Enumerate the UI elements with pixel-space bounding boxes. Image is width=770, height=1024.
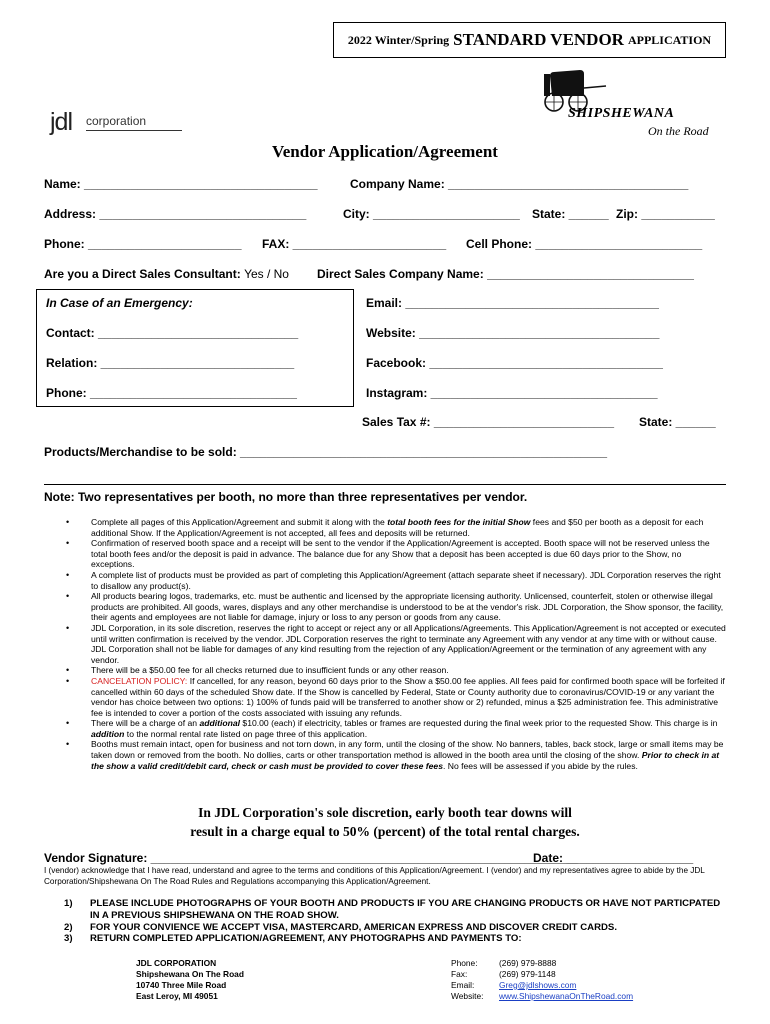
contact-info: Phone: (269) 979-8888 Fax: (269) 979-1148 Email: Greg@jdlshows.com Website: www.ShipshewanaOnTheRoad.com: [451, 958, 634, 1001]
representatives-note: Note: Two representatives per booth, no more than three representatives per vendor.: [44, 490, 528, 504]
emergency-contact-field[interactable]: Contact: ______________________________: [46, 326, 299, 340]
emergency-relation-field[interactable]: Relation: _____________________________: [46, 356, 295, 370]
terms-item: • A complete list of products must be provided as part of completing this Application/Agreement (attach separate sheet if necessary). JDL Corporation reserves the right to disallow any product(s).: [66, 570, 726, 591]
terms-item: • All products bearing logos, trademarks, etc. must be authentic and licensed by the appropriate licensing authority. Unlicensed, counterfeit, stolen or otherwise illegal products are prohibited. All goods, wares, displays and any other merchandise is understood to be at the vendor's risk. JDL Corporation, the Show sponsor, the facility, their agents and employees are not liable for damage, injury or loss to any person or goods from any cause.: [66, 591, 726, 623]
instruction-item: 3) RETURN COMPLETED APPLICATION/AGREEMENT, ANY PHOTOGRAPHS AND PAYMENTS TO:: [64, 933, 522, 945]
direct-sales-consultant-question: [44, 267, 289, 281]
products-field[interactable]: Products/Merchandise to be sold: _______________________________________________________: [44, 445, 608, 459]
document-title: [333, 22, 726, 58]
company-name-field[interactable]: Company Name: ____________________________________: [350, 177, 689, 191]
contact-email-link[interactable]: Greg@jdlshows.com: [499, 980, 577, 990]
consultant-options[interactable]: Yes / No: [244, 267, 289, 281]
jdl-mark: jdl: [50, 108, 73, 136]
instruction-item: 2) FOR YOUR CONVIENCE WE ACCEPT VISA, MASTERCARD, AMERICAN EXPRESS AND DISCOVER CREDIT CARDS.: [64, 921, 617, 933]
cell-phone-field[interactable]: Cell Phone: _________________________: [466, 237, 703, 251]
jdl-underline: [86, 130, 182, 131]
jdl-corporation-logo: [50, 108, 170, 138]
name-field[interactable]: Name: ___________________________________: [44, 177, 318, 191]
phone-field[interactable]: Phone: _______________________: [44, 237, 242, 251]
direct-sales-company-field[interactable]: Direct Sales Company Name: _______________________________: [317, 267, 694, 281]
contact-phone: (269) 979-8888: [499, 958, 557, 968]
on-the-road-tagline: On the Road: [648, 124, 709, 138]
instruction-item: 1) PLEASE INCLUDE PHOTOGRAPHS OF YOUR BOOTH AND PRODUCTS IF YOU ARE CHANGING PRODUCTS OR HAVE NOT PARTICPATED IN A PREVIOUS SHIPSHEWANA ON THE ROAD SHOW.: [64, 898, 721, 921]
title-suffix: APPLICATION: [627, 32, 712, 47]
instructions-list: [64, 898, 724, 945]
website-field[interactable]: Website: ____________________________________: [366, 326, 660, 340]
city-field[interactable]: City: ______________________: [343, 207, 520, 221]
title-prefix: 2022 Winter/Spring: [347, 32, 450, 47]
facebook-field[interactable]: Facebook: ___________________________________: [366, 356, 663, 370]
form-title: Vendor Application/Agreement: [272, 142, 498, 161]
products-continuation-line[interactable]: [44, 484, 726, 485]
vendor-signature-field[interactable]: Vendor Signature: ________________________________________________________________: [44, 851, 578, 865]
state-field[interactable]: State: ______: [532, 207, 609, 221]
terms-item: • Confirmation of reserved booth space and a receipt will be sent to the vendor if the Application/Agreement is accepted. Booth space will not be reserved unless the total booth fees and/or the deposit is paid in advance. The balance due for any Show that a deposit has been accepted is due 60 days prior to the Show, no exceptions.: [66, 538, 726, 570]
fax-field[interactable]: FAX: _______________________: [262, 237, 447, 251]
sales-tax-state-field[interactable]: State: ______: [639, 415, 716, 429]
jdl-word: corporation: [86, 114, 147, 128]
signature-date-field[interactable]: Date: ___________________: [533, 851, 694, 865]
acknowledgement-text: I (vendor) acknowledge that I have read, understand and agree to the terms and conditions of this Application/Agreement. I (vendor) and my representatives agree to abide by the JDL Corporation/Shipshewana On The Road Rules and Regulations accompanying this Application/Agreement.: [44, 866, 705, 886]
shipshewana-logo: [538, 66, 718, 142]
contact-website-link[interactable]: www.ShipshewanaOnTheRoad.com: [499, 991, 634, 1001]
sales-tax-field[interactable]: Sales Tax #: ___________________________: [362, 415, 615, 429]
title-main: STANDARD VENDOR: [453, 30, 624, 49]
terms-item: • There will be a charge of an additional $10.00 (each) if electricity, tables or frames are requested during the final week prior to the requested Show. This charge is in addition to the normal rental rate listed on page three of this application.: [66, 718, 726, 739]
mailing-address: JDL CORPORATION Shipshewana On The Road 10740 Three Mile Road East Leroy, MI 49051: [136, 958, 244, 1001]
terms-item: • Complete all pages of this Application/Agreement and submit it along with the total booth fees for the initial Show fees and $50 per booth as a deposit for each additional Show. If the Application/Agreement is not accepted, all fees and deposits will be returned.: [66, 517, 726, 538]
terms-item: • There will be a $50.00 fee for all checks returned due to insufficient funds or any other reason.: [66, 665, 726, 676]
terms-list: [66, 517, 726, 771]
cancelation-policy-label: CANCELATION POLICY:: [91, 675, 188, 686]
emergency-heading: In Case of an Emergency:: [46, 296, 193, 310]
email-field[interactable]: Email: ______________________________________: [366, 296, 659, 310]
early-teardown-warning: [0, 803, 770, 841]
warning-line-1: In JDL Corporation's sole discretion, early booth tear downs will: [198, 805, 572, 820]
address-field[interactable]: Address: _______________________________: [44, 207, 307, 221]
contact-fax: (269) 979-1148: [499, 969, 556, 979]
terms-item: • JDL Corporation, in its sole discretion, reserves the right to accept or reject any or all Applications/Agreements. This Application/Agreement is not accepted or executed until written confirmation is received by the vendor. JDL Corporation reserves the right to terminate any Agreement with any vendor at any time with or without cause. JDL Corporation shall not be liable for damages of any kind resulting from the rejection of any Application/Agreement or the termination of any agreement with any vendor.: [66, 623, 726, 665]
cancelation-policy-item: • CANCELATION POLICY: If cancelled, for any reason, beyond 60 days prior to the Show a $50.00 fee applies. All fees paid for confirmed booth space will be forfeited if cancelled within 60 days of the scheduled Show date. If the Show is cancelled by Federal, State or County authority due to coronavirus/COVID-19 or any variant the vendor has choice between two options: 1) 100% of funds paid will be transferred to another show or 2) refunded, minus a $25 administration fee. This administrative fee is intended to cover a portion of the costs associated with issuing any refunds.: [66, 676, 726, 718]
consultant-label: Are you a Direct Sales Consultant:: [44, 267, 241, 281]
terms-item: • Booths must remain intact, open for business and not torn down, in any form, until the closing of the show. No banners, tables, back stock, large or small items may be taken down or removed from the booth. No dollies, carts or other transportation method is allowed in the booth area until the closing of the show. Prior to check in at the show a valid credit/debit card, check or cash must be provided to cover these fees. No fees will be assessed if you abide by the rules.: [66, 739, 726, 771]
warning-line-2: result in a charge equal to 50% (percent) of the total rental charges.: [190, 824, 580, 839]
shipshewana-wordmark: SHIPSHEWANA: [568, 106, 675, 121]
zip-field[interactable]: Zip: ___________: [616, 207, 715, 221]
instagram-field[interactable]: Instagram: __________________________________: [366, 386, 658, 400]
emergency-phone-field[interactable]: Phone: _______________________________: [46, 386, 297, 400]
